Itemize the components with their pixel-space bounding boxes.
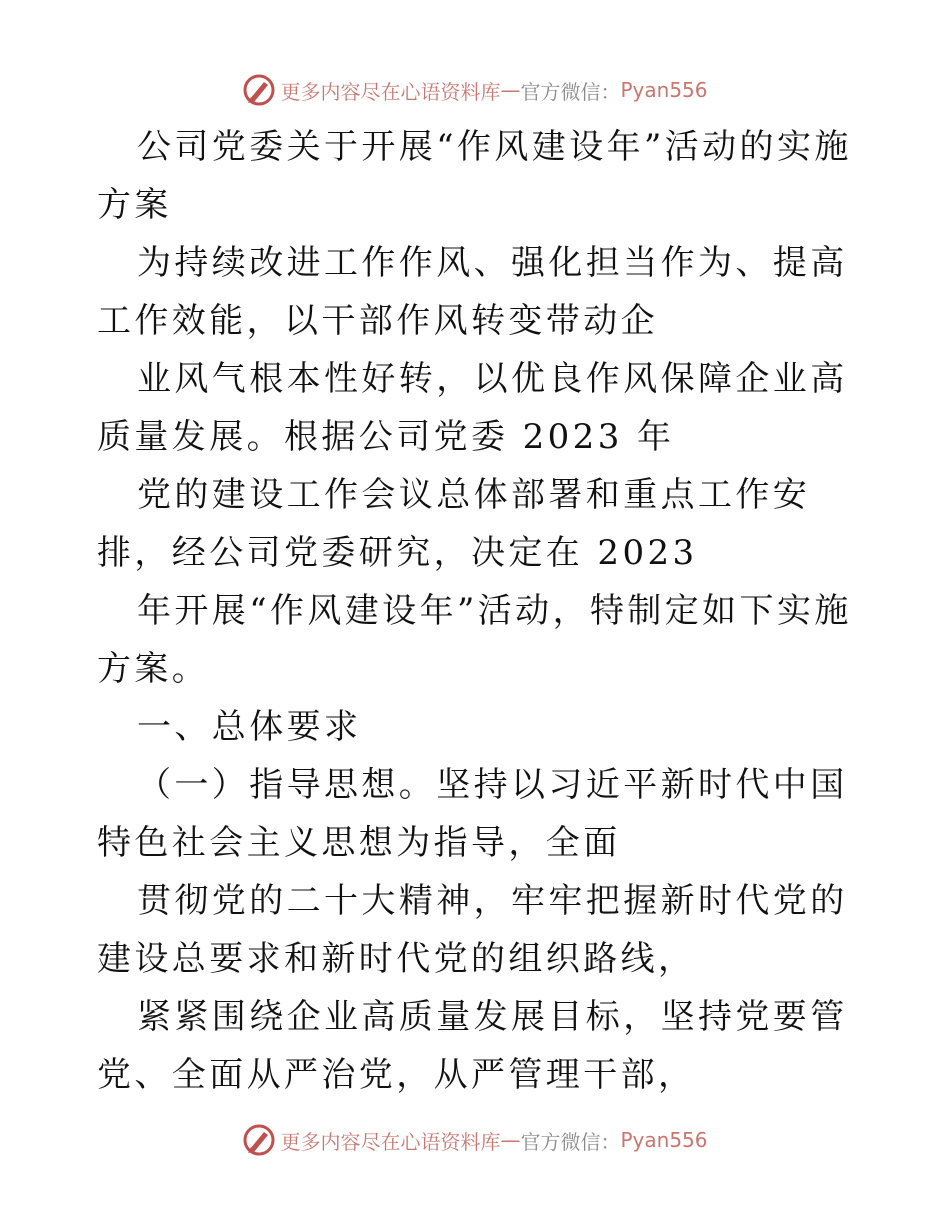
header-watermark	[0, 70, 950, 110]
paragraph: （一）指导思想。坚持以习近平新时代中国特色社会主义思想为指导，全面	[97, 765, 848, 863]
paragraph: 贯彻党的二十大精神，牢牢把握新时代党的建设总要求和新时代党的组织路线，	[97, 881, 848, 979]
watermark-dash: —	[500, 78, 521, 102]
paragraph: 紧紧围绕企业高质量发展目标，坚持党要管党、全面从严治党，从严管理干部，	[97, 997, 848, 1095]
watermark-dash: —	[500, 1128, 521, 1152]
paragraph: 年开展“作风建设年”活动，特制定如下实施方案。	[97, 591, 852, 689]
pen-logo-icon	[242, 1123, 276, 1157]
paragraph: 为持续改进工作作风、强化担当作为、提高工作效能，以干部作风转变带动企	[97, 243, 848, 341]
watermark-official-label: 官方微信：	[520, 79, 621, 104]
footer-watermark	[0, 1120, 950, 1160]
watermark-wechat-id: Pyan556	[620, 1128, 708, 1152]
paragraph: 党的建设工作会议总体部署和重点工作安排，经公司党委研究，决定在 2023	[97, 475, 811, 573]
document-body	[97, 118, 857, 1104]
watermark-official-label: 官方微信：	[520, 1129, 621, 1154]
paragraph: 业风气根本性好转，以优良作风保障企业高质量发展。根据公司党委 2023 年	[97, 359, 848, 457]
watermark-main-text: 更多内容尽在心语资料库	[280, 1129, 501, 1154]
document-title: 公司党委关于开展“作风建设年”活动的实施方案	[97, 127, 852, 225]
pen-logo-icon	[242, 73, 276, 107]
section-heading: 一、总体要求	[137, 707, 362, 747]
watermark-wechat-id: Pyan556	[620, 78, 708, 102]
watermark-main-text: 更多内容尽在心语资料库	[280, 79, 501, 104]
